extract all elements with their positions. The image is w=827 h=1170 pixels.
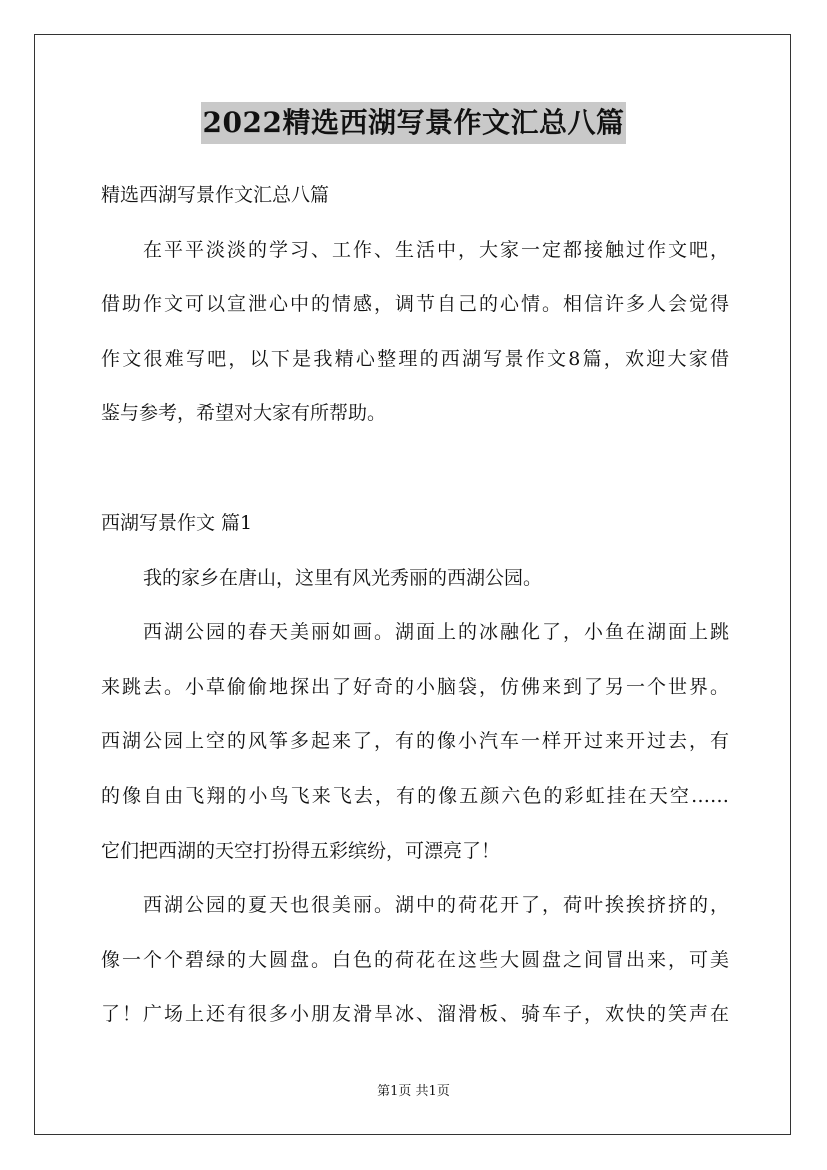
para2-line-4: 的像自由飞翔的小鸟飞来飞去，有的像五颜六色的彩虹挂在天空…… bbox=[101, 784, 729, 807]
intro-line-2: 借助作文可以宣泄心中的情感，调节自己的心情。相信许多人会觉得 bbox=[101, 293, 729, 316]
subtitle: 精选西湖写景作文汇总八篇 bbox=[101, 184, 330, 206]
intro-line-1: 在平平淡淡的学习、工作、生活中，大家一定都接触过作文吧， bbox=[143, 238, 729, 261]
para2-line-5: 它们把西湖的天空打扮得五彩缤纷，可漂亮了！ bbox=[101, 839, 501, 862]
intro-line-3: 作文很难写吧，以下是我精心整理的西湖写景作文8篇，欢迎大家借 bbox=[101, 347, 729, 370]
para3-line-3: 了！广场上还有很多小朋友滑旱冰、溜滑板、骑车子，欢快的笑声在 bbox=[101, 1003, 729, 1026]
title-wrap bbox=[0, 102, 827, 144]
page-footer: 第1页 共1页 bbox=[377, 1084, 450, 1099]
section-gap bbox=[101, 441, 729, 496]
para2-line-2: 来跳去。小草偷偷地探出了好奇的小脑袋，仿佛来到了另一个世界。 bbox=[101, 675, 729, 698]
para2-line-1: 西湖公园的春天美丽如画。湖面上的冰融化了，小鱼在湖面上跳 bbox=[143, 621, 729, 644]
para2-line-3: 西湖公园上空的风筝多起来了，有的像小汽车一样开过来开过去，有 bbox=[101, 730, 729, 753]
para3-line-1: 西湖公园的夏天也很美丽。湖中的荷花开了，荷叶挨挨挤挤的， bbox=[143, 894, 729, 917]
para3-line-2: 像一个个碧绿的大圆盘。白色的荷花在这些大圆盘之间冒出来，可美 bbox=[101, 948, 729, 971]
section-heading: 西湖写景作文 篇1 bbox=[101, 511, 253, 534]
para1-line-1: 我的家乡在唐山，这里有风光秀丽的西湖公园。 bbox=[143, 566, 543, 589]
document-title: 2022精选西湖写景作文汇总八篇 bbox=[201, 102, 627, 144]
document-body bbox=[101, 168, 729, 1042]
intro-line-4: 鉴与参考，希望对大家有所帮助。 bbox=[101, 402, 387, 425]
